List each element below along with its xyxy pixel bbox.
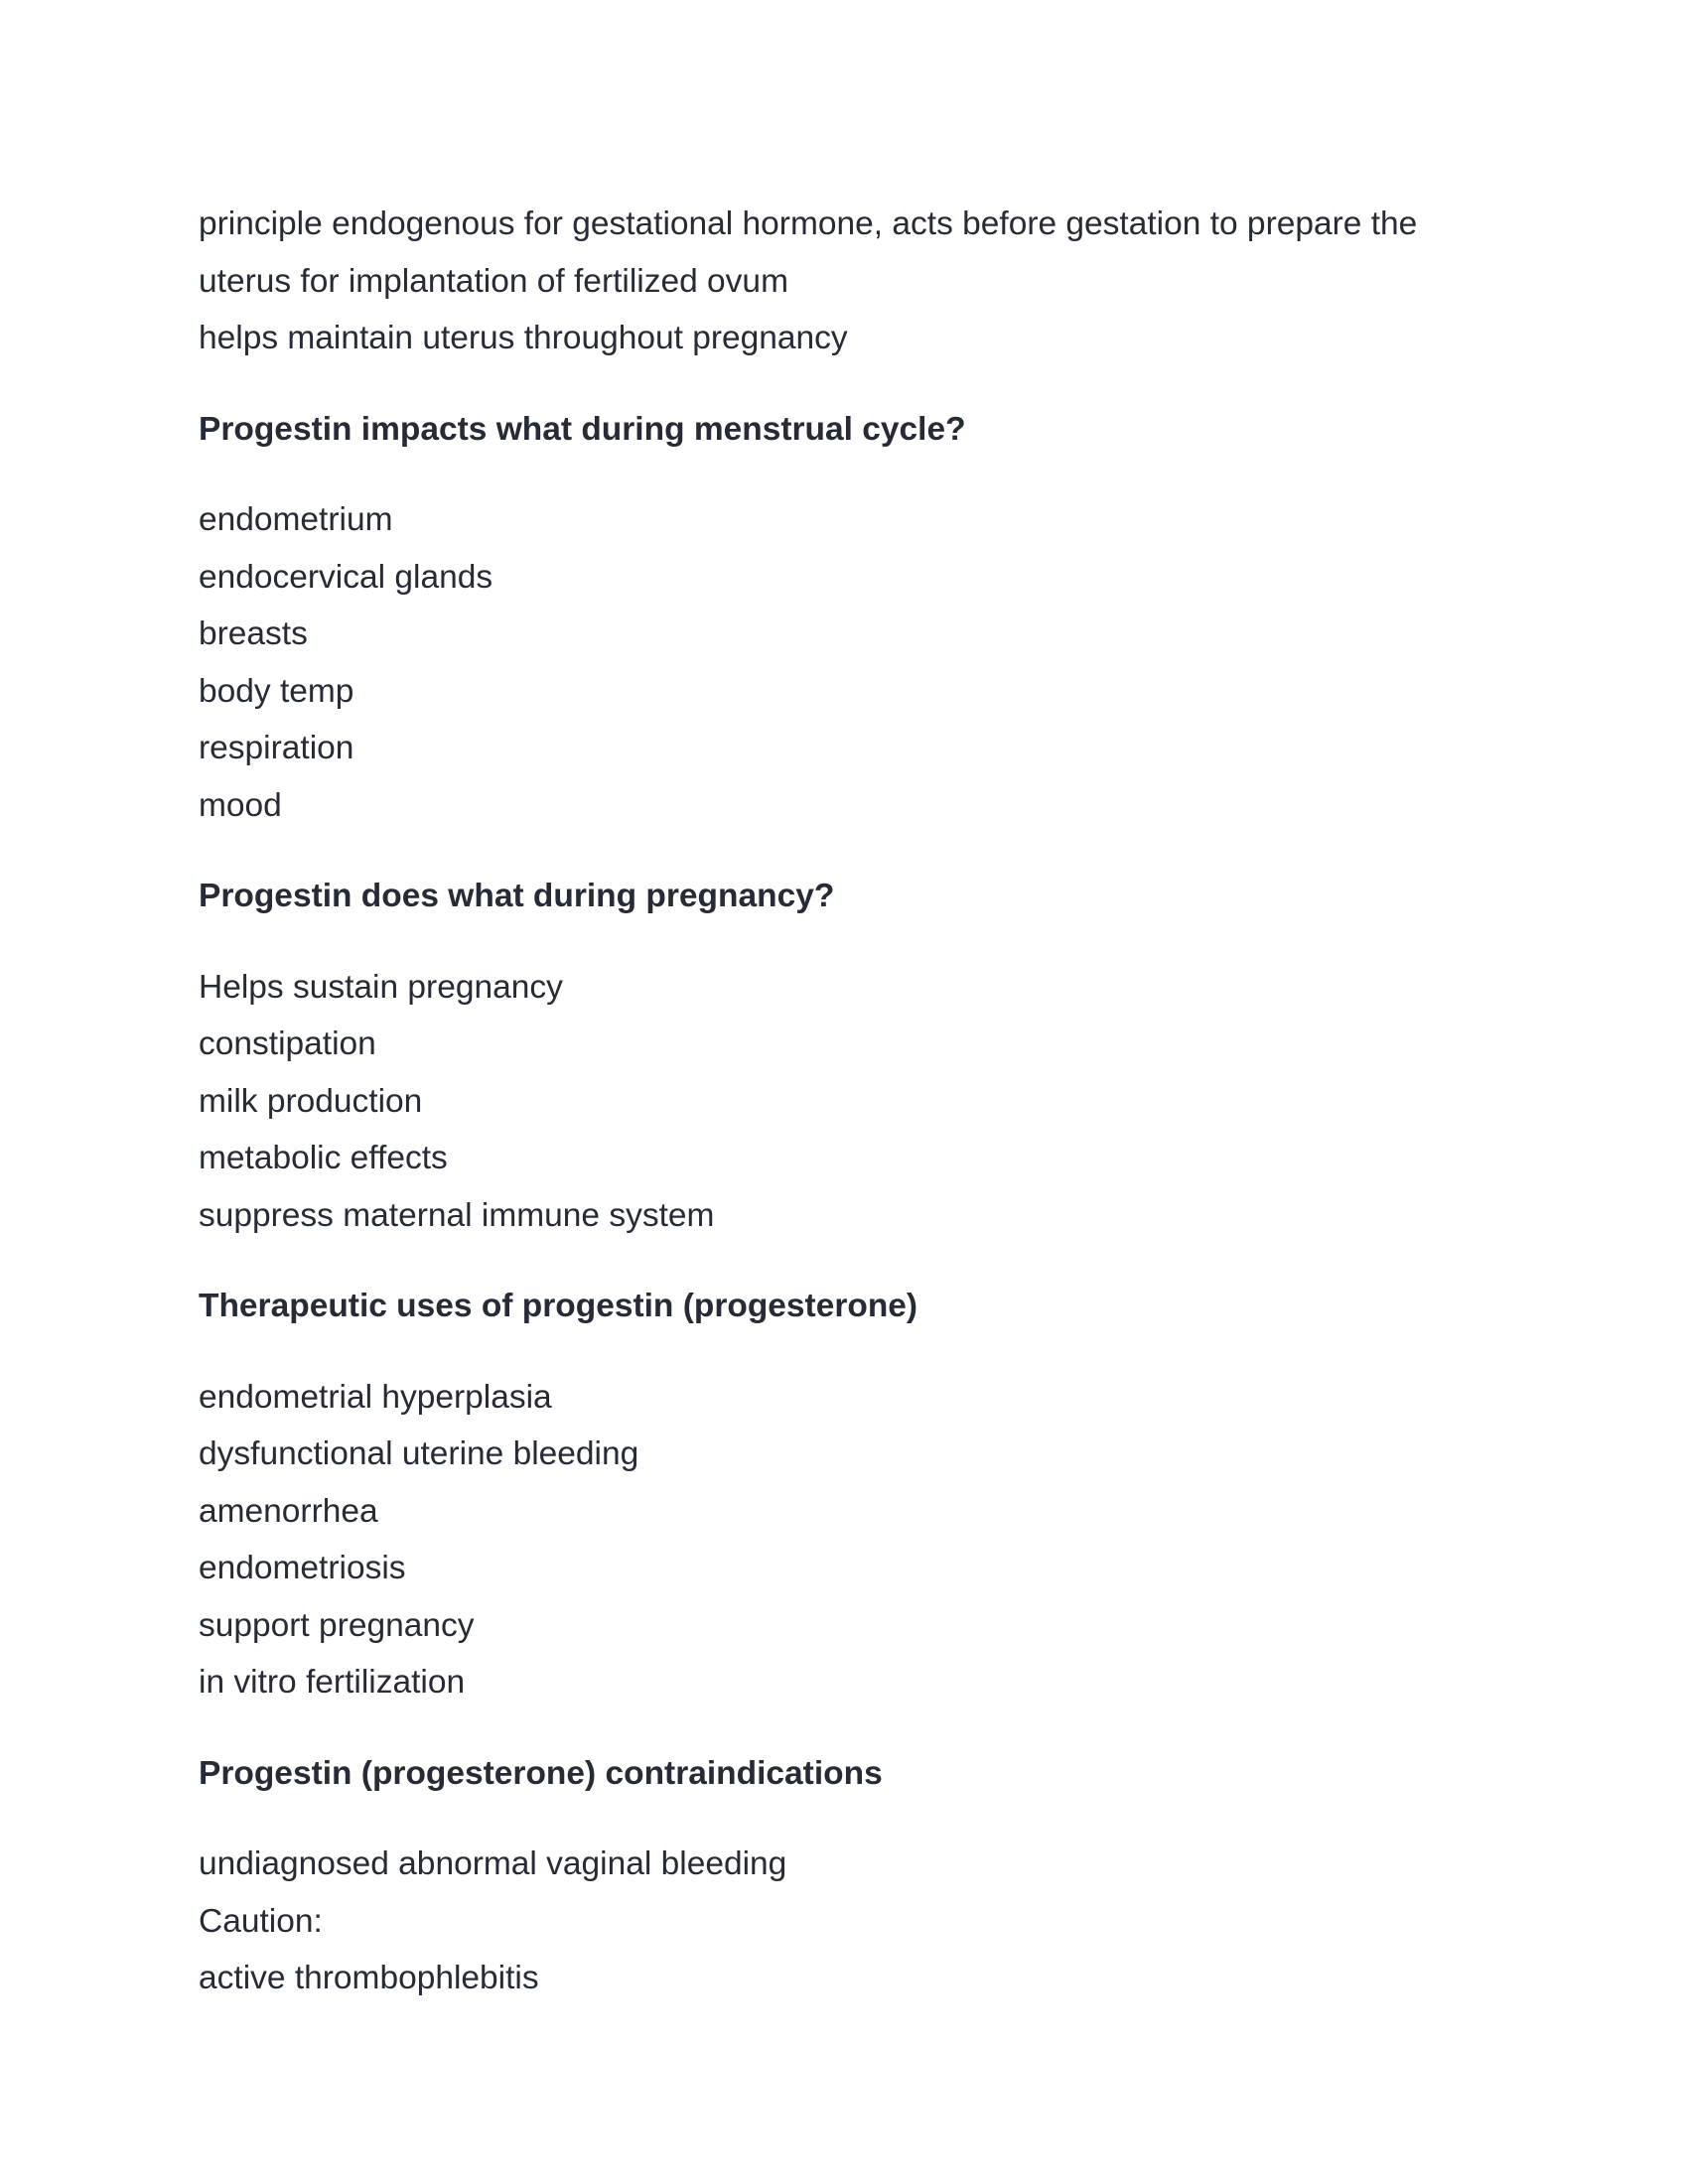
list-item: support pregnancy xyxy=(199,1606,475,1644)
document-page xyxy=(199,196,1489,2007)
list-item: active thrombophlebitis xyxy=(199,1960,539,1996)
list-item: endometriosis xyxy=(199,1550,406,1586)
list-item: suppress maternal immune system xyxy=(199,1196,715,1234)
list-item: amenorrhea xyxy=(199,1492,378,1530)
list-item: respiration xyxy=(199,730,354,766)
list-item: endometrium xyxy=(199,501,393,538)
list-item: in vitro fertilization xyxy=(199,1664,466,1701)
section-therapeutic-uses xyxy=(199,1278,1489,1711)
list-item: Helps sustain pregnancy xyxy=(199,968,563,1006)
section-heading: Therapeutic uses of progestin (progesterone) xyxy=(199,1288,918,1324)
section-heading: Progestin (progesterone) contraindications xyxy=(199,1754,883,1792)
intro-line: principle endogenous for gestational hormone, acts before gestation to prepare the xyxy=(199,205,1418,242)
intro-line: uterus for implantation of fertilized ovum xyxy=(199,262,788,300)
list-item: constipation xyxy=(199,1025,376,1062)
list-item: undiagnosed abnormal vaginal bleeding xyxy=(199,1845,787,1882)
section-menstrual-cycle xyxy=(199,401,1489,835)
section-heading: Progestin impacts what during menstrual cycle? xyxy=(199,410,966,448)
intro-paragraph xyxy=(199,196,1489,367)
list-item: Caution: xyxy=(199,1902,323,1940)
list-item: milk production xyxy=(199,1082,423,1120)
section-contraindications xyxy=(199,1745,1489,2007)
list-item: endocervical glands xyxy=(199,558,493,596)
list-item: breasts xyxy=(199,615,308,652)
list-item: metabolic effects xyxy=(199,1140,448,1176)
intro-line: helps maintain uterus throughout pregnancy xyxy=(199,320,848,356)
list-item: dysfunctional uterine bleeding xyxy=(199,1435,639,1472)
list-item: endometrial hyperplasia xyxy=(199,1378,552,1416)
list-item: mood xyxy=(199,786,282,824)
section-heading: Progestin does what during pregnancy? xyxy=(199,878,835,914)
list-item: body temp xyxy=(199,672,354,710)
section-pregnancy xyxy=(199,868,1489,1244)
